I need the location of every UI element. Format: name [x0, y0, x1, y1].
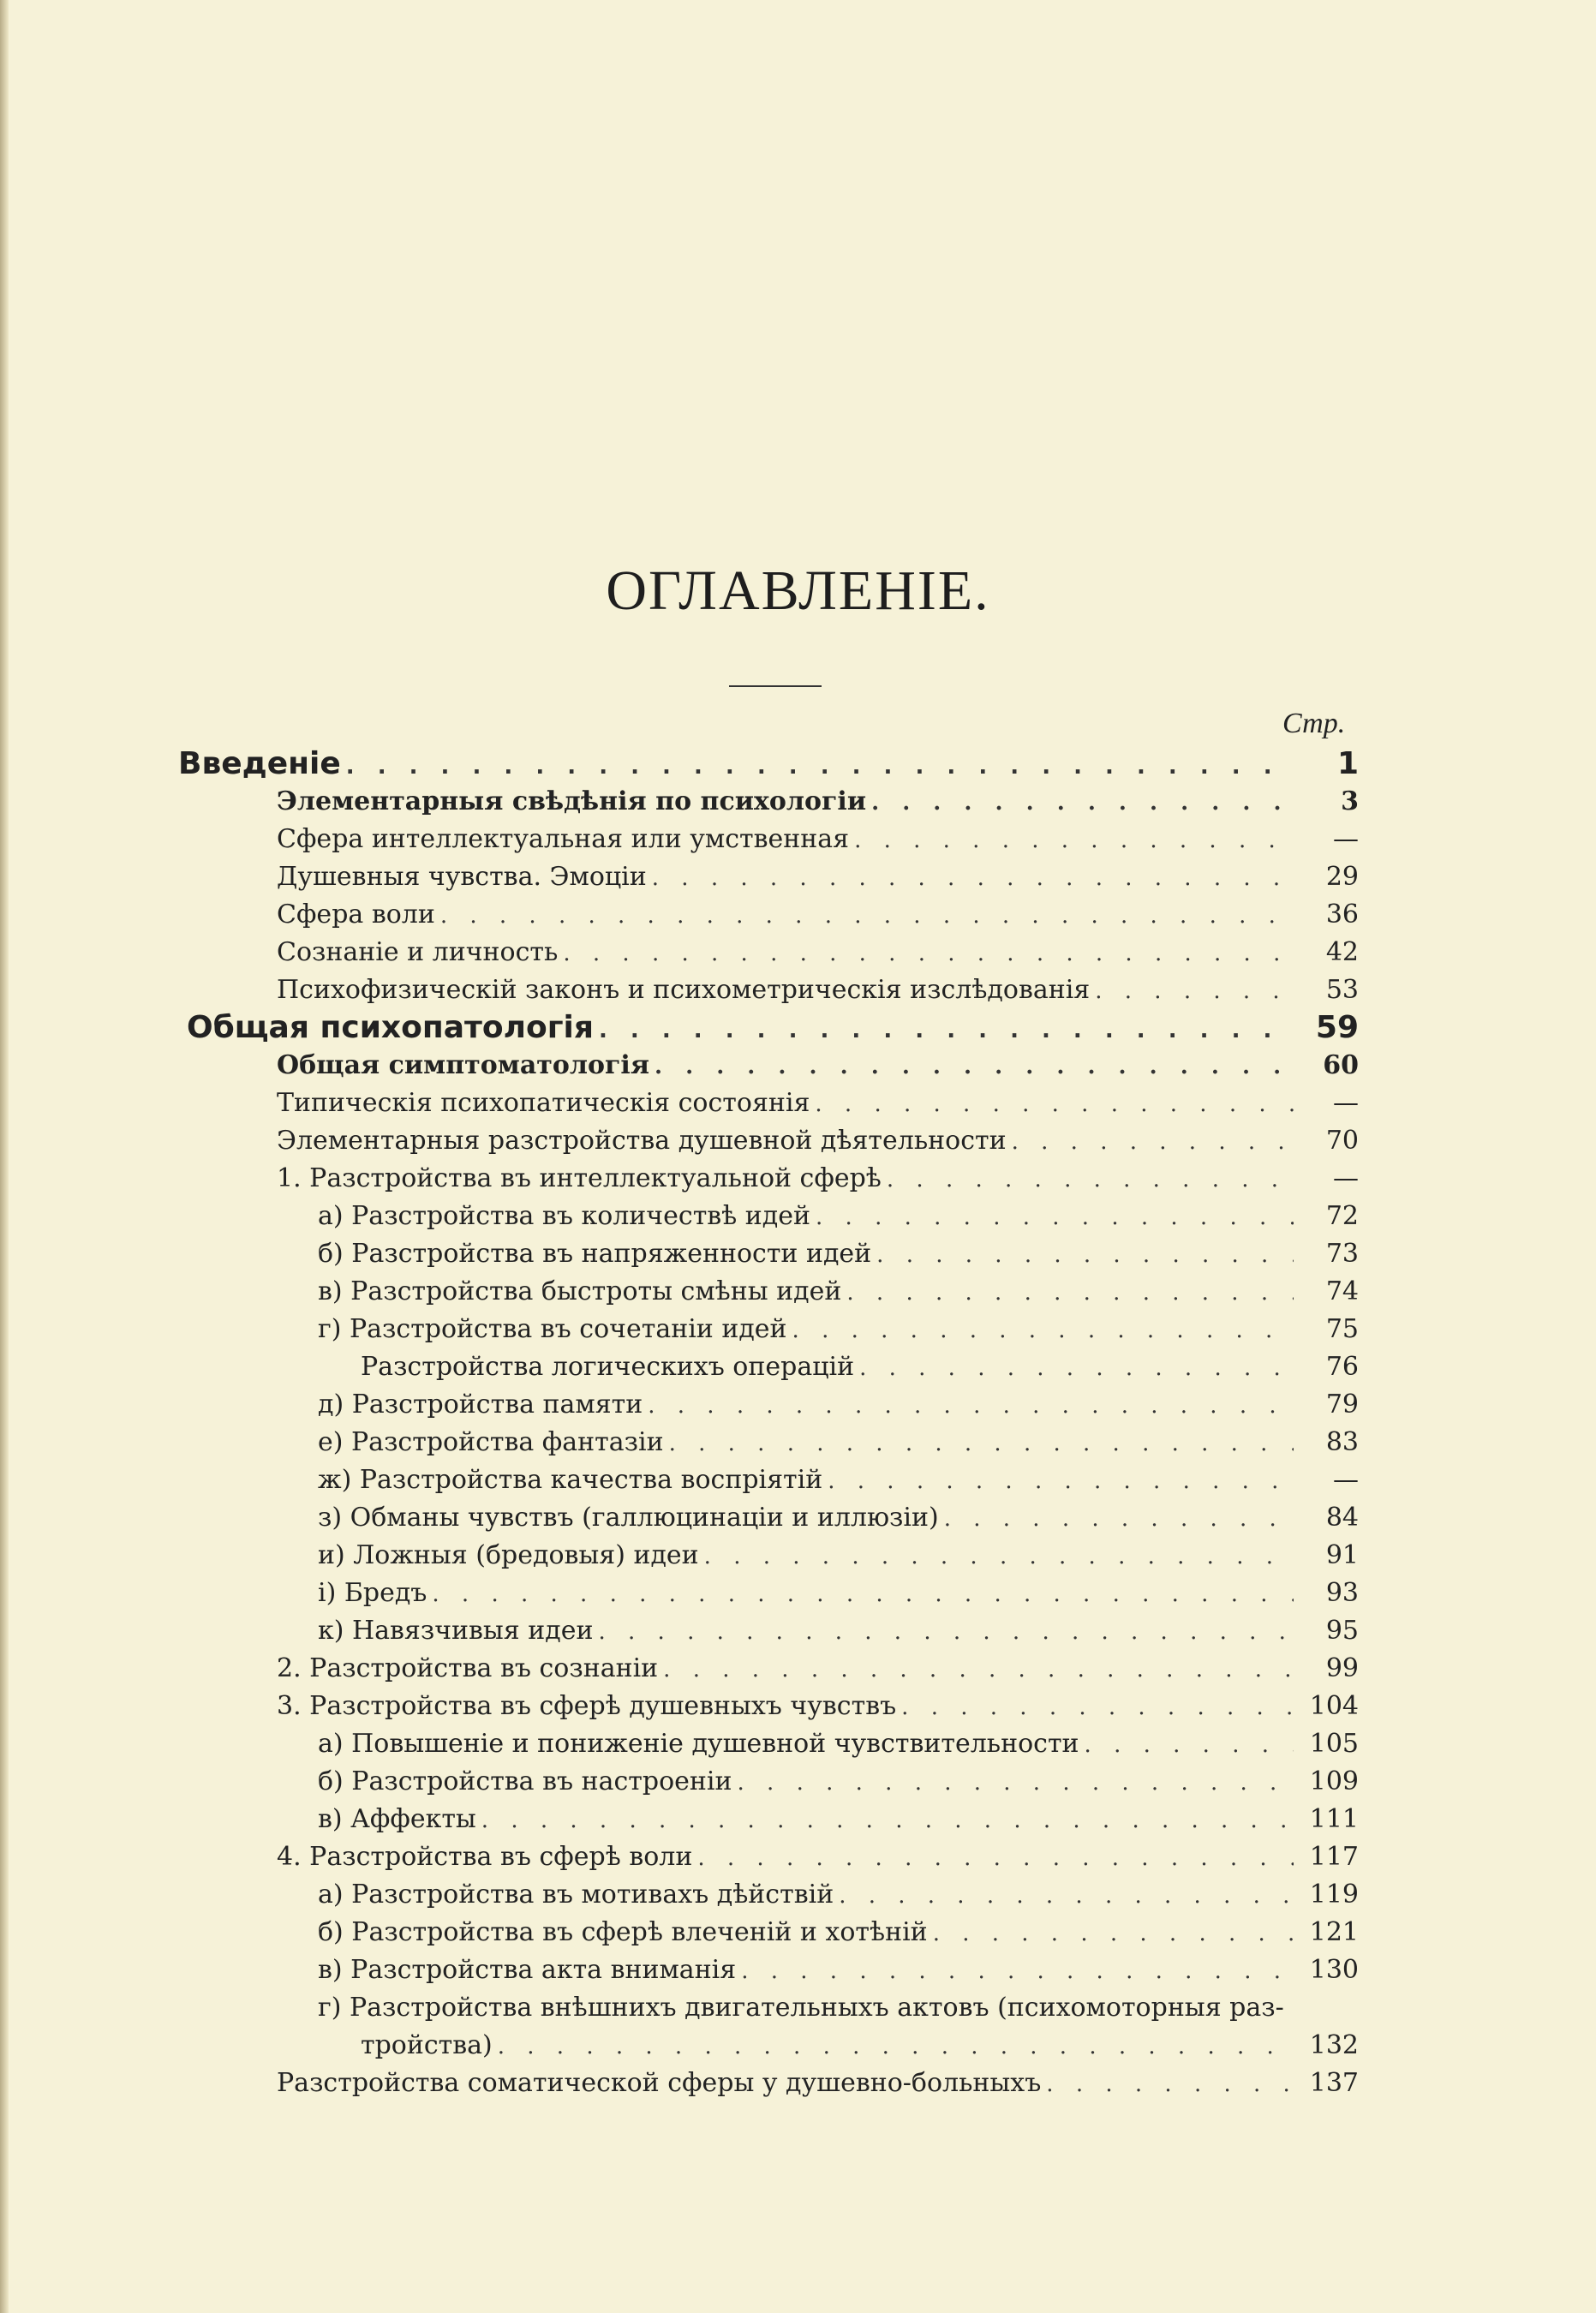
- toc-entry-label: Типическія психопатическія состоянія: [277, 1088, 810, 1118]
- toc-entry: [277, 1650, 1359, 1688]
- toc-entry-label: Введеніе: [178, 746, 341, 781]
- toc-entry: [277, 1160, 1359, 1198]
- toc-entry-page: 79: [1325, 1390, 1359, 1419]
- toc-entry: [318, 1801, 1359, 1838]
- toc-entry: [318, 1914, 1359, 1951]
- dot-leader: [563, 935, 1294, 972]
- toc-entry-label: к) Навязчивыя идеи: [318, 1616, 594, 1646]
- toc-entry-label: б) Разстройства въ настроеніи: [318, 1766, 732, 1796]
- dot-leader: [704, 1538, 1294, 1575]
- toc-entry-page: 130: [1309, 1955, 1359, 1985]
- dot-leader: [599, 1613, 1294, 1651]
- toc-entry-label: Сознаніе и личность: [277, 937, 559, 967]
- page-edge: [0, 0, 9, 2313]
- dot-leader: [697, 1839, 1294, 1877]
- toc-entry-label: в) Разстройства быстроты смѣны идей: [318, 1276, 842, 1306]
- toc-entry-page: —: [1333, 1465, 1359, 1495]
- toc-entry: [361, 2027, 1359, 2065]
- toc-entry-page: 105: [1309, 1729, 1359, 1759]
- toc-entry: [277, 934, 1359, 971]
- toc-entry: [277, 1085, 1359, 1122]
- dot-leader: [655, 1048, 1294, 1085]
- toc-entry: [277, 1122, 1359, 1160]
- dot-leader: [663, 1651, 1294, 1688]
- toc-entry-label: и) Ложныя (бредовыя) идеи: [318, 1540, 699, 1570]
- toc-entry-page: 29: [1325, 862, 1359, 892]
- toc-entry-page: 137: [1309, 2068, 1359, 2098]
- toc-entry-label: а) Разстройства въ мотивахъ дѣйствій: [318, 1880, 834, 1910]
- toc-entry: [318, 1537, 1359, 1575]
- toc-entry-label: Сфера интеллектуальная или умственная: [277, 824, 850, 854]
- dot-leader: [1085, 1726, 1294, 1764]
- toc-entry-page: 76: [1325, 1352, 1359, 1382]
- toc-entry-page: 117: [1309, 1842, 1359, 1872]
- toc-entry: [318, 1725, 1359, 1763]
- toc-entry: [361, 1348, 1359, 1386]
- toc-entry-label: Душевныя чувства. Эмоціи: [277, 862, 647, 892]
- dot-leader: [648, 1387, 1294, 1425]
- dot-leader: [741, 1952, 1294, 1990]
- dot-leader: [933, 1915, 1294, 1952]
- dot-leader: [815, 1085, 1294, 1123]
- toc-entry-label: е) Разстройства фантазіи: [318, 1427, 664, 1457]
- toc-entry-page: 60: [1323, 1050, 1359, 1080]
- dot-leader: [854, 822, 1294, 859]
- dot-leader: [1012, 1123, 1294, 1161]
- toc-entry-page: 93: [1325, 1578, 1359, 1608]
- toc-entry: [178, 745, 1359, 783]
- dot-leader: [669, 1425, 1294, 1462]
- dot-leader: [346, 748, 1294, 786]
- toc-entry: [277, 2065, 1359, 2102]
- toc-entry: [277, 1838, 1359, 1876]
- toc-entry-label: д) Разстройства памяти: [318, 1390, 643, 1419]
- toc-entry-label: Элементарныя свѣдѣнія по психологіи: [277, 786, 867, 816]
- toc-entry-page: 91: [1325, 1540, 1359, 1570]
- toc-entry-page: 111: [1309, 1804, 1359, 1834]
- toc-entry: [318, 1876, 1359, 1914]
- page-column-label: Стр.: [1282, 708, 1346, 739]
- toc-entry: [318, 1273, 1359, 1311]
- toc-entry-page: 119: [1309, 1880, 1359, 1910]
- toc-entry: [318, 1386, 1359, 1424]
- toc-entry-page: 95: [1325, 1616, 1359, 1646]
- toc-entry-continued: г) Разстройства внѣшнихъ двигательныхъ актовъ (психомоторныя раз-: [318, 1993, 1284, 2023]
- dot-leader: [846, 1274, 1294, 1312]
- toc-entry: [187, 1009, 1359, 1047]
- toc-entry-label: Разстройства логическихъ операцій: [361, 1352, 855, 1382]
- toc-entry-label: 2. Разстройства въ сознаніи: [277, 1653, 659, 1683]
- toc-entry-page: 1: [1336, 746, 1359, 781]
- dot-leader: [432, 1575, 1294, 1613]
- dot-leader: [839, 1877, 1294, 1915]
- toc-entry: [318, 1198, 1359, 1235]
- dot-leader: [498, 2028, 1294, 2065]
- toc-entry-label: а) Разстройства въ количествѣ идей: [318, 1201, 811, 1231]
- toc-entry-label: Психофизическій законъ и психометрическія изслѣдованія: [277, 975, 1091, 1005]
- toc-entry-page: 99: [1325, 1653, 1359, 1683]
- toc-entry: [277, 858, 1359, 896]
- dot-leader: [871, 784, 1294, 822]
- toc-entry: [318, 1763, 1359, 1801]
- toc-entry-label: а) Повышеніе и пониженіе душевной чувствительности: [318, 1729, 1079, 1759]
- dot-leader: [599, 1012, 1294, 1049]
- toc-entry: [318, 1461, 1359, 1499]
- toc-entry: [277, 1688, 1359, 1725]
- toc-entry: [277, 1047, 1359, 1085]
- toc-entry-page: 70: [1325, 1126, 1359, 1156]
- toc-entry-page: 42: [1325, 937, 1359, 967]
- toc-entry: [318, 1235, 1359, 1273]
- title-rule: [729, 685, 822, 687]
- dot-leader: [828, 1462, 1294, 1500]
- toc-entry-page: 132: [1309, 2030, 1359, 2060]
- page-title: ОГЛАВЛЕНІЕ.: [606, 559, 990, 622]
- toc-entry-label: Сфера воли: [277, 900, 435, 929]
- toc-entry-page: 75: [1325, 1314, 1359, 1344]
- dot-leader: [901, 1688, 1294, 1726]
- toc-entry-page: 74: [1325, 1276, 1359, 1306]
- toc-entry-label: Разстройства соматической сферы у душевно-больныхъ: [277, 2068, 1042, 2098]
- toc-entry: [318, 1499, 1359, 1537]
- toc-entry: [277, 783, 1359, 821]
- dot-leader: [816, 1198, 1294, 1236]
- toc-entry-page: 73: [1325, 1239, 1359, 1269]
- toc-entry-page: 84: [1325, 1503, 1359, 1533]
- toc-entry-page: 72: [1325, 1201, 1359, 1231]
- dot-leader: [944, 1500, 1294, 1538]
- toc-entry-page: 121: [1309, 1917, 1359, 1947]
- dot-leader: [481, 1802, 1294, 1839]
- toc-entry-page: 53: [1325, 975, 1359, 1005]
- toc-entry-page: —: [1333, 1088, 1359, 1118]
- toc-entry: [277, 971, 1359, 1009]
- toc-entry: [318, 1424, 1359, 1461]
- toc-entry-page: 104: [1309, 1691, 1359, 1721]
- dot-leader: [1046, 2065, 1294, 2103]
- dot-leader: [876, 1236, 1294, 1274]
- toc-entry-label: 4. Разстройства въ сферѣ воли: [277, 1842, 693, 1872]
- toc-entry-page: —: [1333, 824, 1359, 854]
- toc-entry-label: г) Разстройства въ сочетаніи идей: [318, 1314, 787, 1344]
- toc-entry: [277, 896, 1359, 934]
- toc-entry-page: 109: [1309, 1766, 1359, 1796]
- dot-leader: [440, 897, 1294, 935]
- toc-entry-label: з) Обманы чувствъ (галлюцинаціи и иллюзіи): [318, 1503, 939, 1533]
- dot-leader: [792, 1312, 1294, 1349]
- toc-entry-label: б) Разстройства въ напряженности идей: [318, 1239, 872, 1269]
- toc-entry: [318, 1311, 1359, 1348]
- toc-entry-label: в) Аффекты: [318, 1804, 476, 1834]
- toc-entry-label: ж) Разстройства качества воспріятій: [318, 1465, 823, 1495]
- toc-entry-label: Общая симптоматологія: [277, 1050, 649, 1080]
- toc-entry-label: тройства): [361, 2030, 493, 2060]
- toc-entry: [318, 1951, 1359, 1989]
- toc-entry-label: Общая психопатологія: [187, 1010, 594, 1045]
- toc-entry: [277, 821, 1359, 858]
- toc-entry-label: б) Разстройства въ сферѣ влеченій и хотѣній: [318, 1917, 928, 1947]
- toc-entry: [318, 1575, 1359, 1612]
- toc-entry-label: Элементарныя разстройства душевной дѣятельности: [277, 1126, 1007, 1156]
- toc-entry-label: 3. Разстройства въ сферѣ душевныхъ чувствъ: [277, 1691, 897, 1721]
- toc-entry-label: і) Бредъ: [318, 1578, 427, 1608]
- toc-entry-label: 1. Разстройства въ интеллектуальной сферѣ: [277, 1163, 882, 1193]
- toc-entry-page: 83: [1325, 1427, 1359, 1457]
- dot-leader: [738, 1764, 1294, 1802]
- toc-entry-label: в) Разстройства акта вниманія: [318, 1955, 737, 1985]
- dot-leader: [1095, 972, 1294, 1010]
- toc-entry-page: 3: [1341, 786, 1359, 816]
- dot-leader: [652, 859, 1294, 897]
- toc-entry: [318, 1612, 1359, 1650]
- toc-entry-page: —: [1333, 1163, 1359, 1193]
- toc-entry-page: 59: [1315, 1010, 1359, 1045]
- toc-entry-page: 36: [1325, 900, 1359, 929]
- dot-leader: [859, 1349, 1294, 1387]
- dot-leader: [887, 1161, 1294, 1198]
